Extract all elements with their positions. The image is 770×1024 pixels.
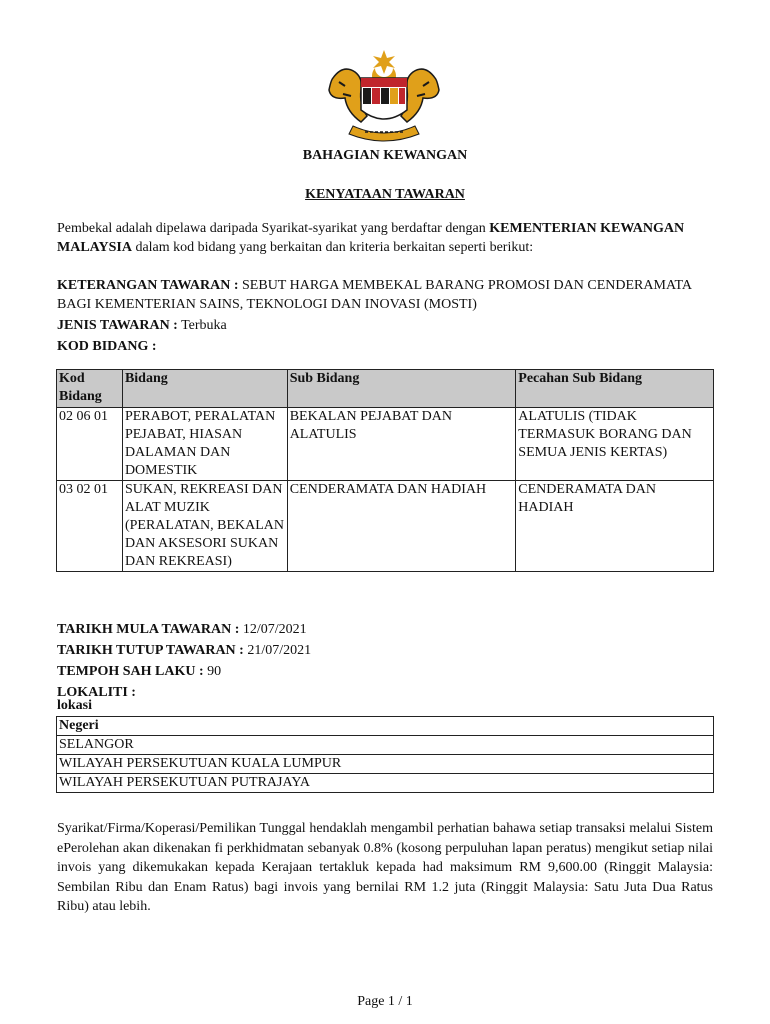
lokasi-table: [56, 716, 714, 793]
tarikh-mula-line: TARIKH MULA TAWARAN : 12/07/2021: [57, 622, 307, 637]
offer-details: [57, 276, 717, 356]
table-cell: BEKALAN PEJABAT DAN ALATULIS: [287, 408, 516, 481]
ministry-name: KEMENTERIAN KEWANGAN MALAYSIA: [57, 221, 685, 255]
table-row: [57, 755, 714, 774]
kod-bidang-label: KOD BIDANG :: [57, 339, 157, 354]
column-header: Sub Bidang: [287, 370, 516, 408]
column-header: Pecahan Sub Bidang: [516, 370, 714, 408]
intro-paragraph: Pembekal adalah dipelawa daripada Syarikat-syarikat yang berdaftar dengan KEMENTERIAN KEWANGAN MALAYSIA dalam kod bidang yang berkaitan dan kriteria berkaitan seperti berikut:: [57, 221, 685, 255]
document-title: KENYATAAN TAWARAN: [305, 187, 465, 202]
bidang-table: [56, 369, 714, 572]
department-heading: BAHAGIAN KEWANGAN: [302, 148, 468, 163]
table-cell: ALATULIS (TIDAK TERMASUK BORANG DAN SEMUA JENIS KERTAS): [516, 408, 714, 481]
lokaliti-label: LOKALITI :: [57, 685, 136, 700]
column-header: Kod Bidang: [57, 370, 123, 408]
page-number: Page 1 / 1: [357, 994, 413, 1009]
table-cell: PERABOT, PERALATAN PEJABAT, HIASAN DALAMAN DAN DOMESTIK: [122, 408, 287, 481]
jenis-line: JENIS TAWARAN : Terbuka: [57, 318, 227, 333]
coat-of-arms-icon: [325, 48, 443, 148]
table-cell: SELANGOR: [57, 736, 714, 755]
table-cell: SUKAN, REKREASI DAN ALAT MUZIK (PERALATAN, BEKALAN DAN AKSESORI SUKAN DAN REKREASI): [122, 481, 287, 572]
column-header: Bidang: [122, 370, 287, 408]
table-cell: CENDERAMATA DAN HADIAH: [516, 481, 714, 572]
table-cell: 02 06 01: [57, 408, 123, 481]
table-cell: WILAYAH PERSEKUTUAN KUALA LUMPUR: [57, 755, 714, 774]
service-fee-note: Syarikat/Firma/Koperasi/Pemilikan Tunggal hendaklah mengambil perhatian bahawa setiap transaksi melalui Sistem ePerolehan akan dikenakan fi perkhidmatan sebanyak 0.8% (kosong perpuluhan lapan peratus) mengikut setiap nilai invois yang dikemukakan kepada Kerajaan tertakluk kepada had maksimum RM 9,600.00 (Ringgit Malaysia: Sembilan Ribu dan Enam Ratus) bagi invois yang bernilai RM 1.2 juta (Ringgit Malaysia: Satu Juta Dua Ratus Ribu) atau lebih.: [57, 821, 713, 914]
tarikh-tutup-line: TARIKH TUTUP TAWARAN : 21/07/2021: [57, 643, 312, 658]
keterangan-line: KETERANGAN TAWARAN : SEBUT HARGA MEMBEKAL BARANG PROMOSI DAN CENDERAMATA BAGI KEMENTERIAN SAINS, TEKNOLOGI DAN INOVASI (MOSTI): [57, 278, 692, 312]
table-row: [57, 481, 714, 572]
lokasi-label: lokasi: [57, 698, 93, 713]
table-row: [57, 774, 714, 793]
table-cell: 03 02 01: [57, 481, 123, 572]
table-cell: CENDERAMATA DAN HADIAH: [287, 481, 516, 572]
table-header-row: [57, 717, 714, 736]
table-row: [57, 408, 714, 481]
column-header: Negeri: [57, 717, 714, 736]
dates-section: [57, 619, 311, 703]
table-cell: WILAYAH PERSEKUTUAN PUTRAJAYA: [57, 774, 714, 793]
table-row: [57, 736, 714, 755]
table-header-row: [57, 370, 714, 408]
tempoh-line: TEMPOH SAH LAKU : 90: [57, 664, 222, 679]
